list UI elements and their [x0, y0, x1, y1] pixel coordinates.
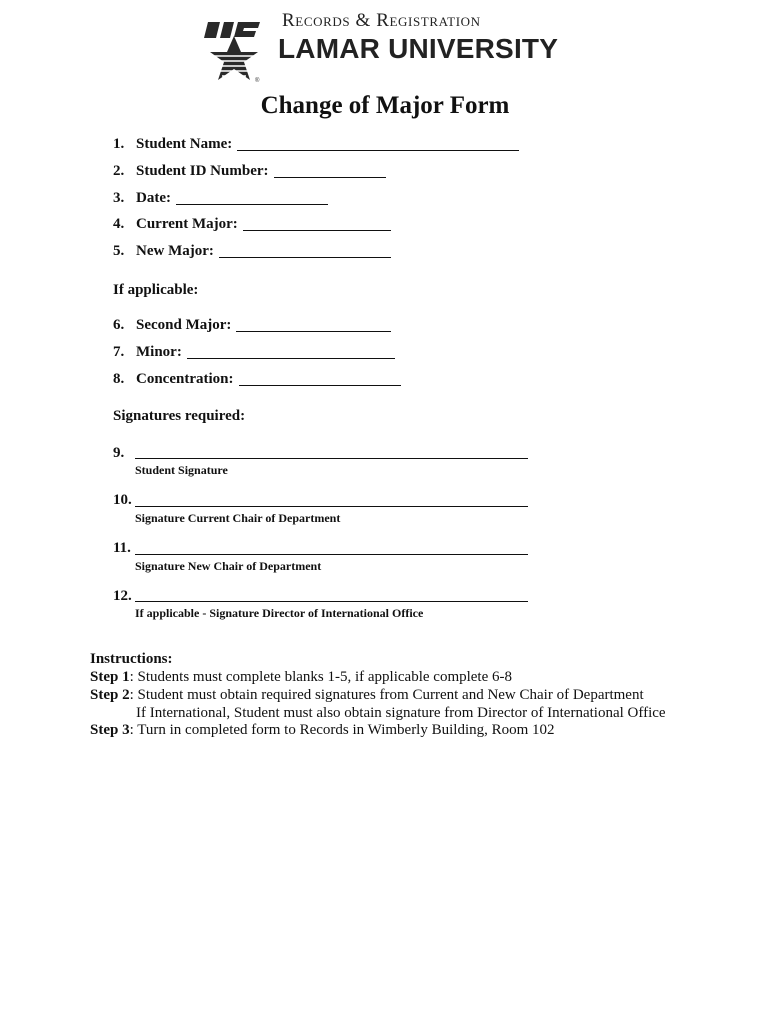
field-number: 2.: [113, 163, 125, 179]
field-label: Concentration:: [136, 371, 234, 387]
field-number: 3.: [113, 190, 125, 206]
signature-caption: Signature New Chair of Department: [135, 559, 322, 573]
field-label: Current Major:: [136, 216, 238, 232]
field-label: Second Major:: [136, 317, 232, 333]
minor-field: [113, 344, 395, 361]
signatures-heading: Signatures required:: [113, 408, 246, 424]
student-name-field: [113, 136, 519, 153]
signature-number: 11.: [113, 540, 131, 556]
current-major-input[interactable]: [243, 217, 391, 231]
new-major-field: [113, 243, 391, 260]
step-text: : Turn in completed form to Records in Wimberly Building, Room 102: [129, 722, 555, 738]
step-label: Step 3: [90, 722, 130, 738]
department-name: Records & Registration: [282, 10, 481, 31]
instruction-step: [90, 687, 644, 704]
field-number: 1.: [113, 136, 125, 152]
step-label: Step 1: [90, 669, 130, 685]
date-input[interactable]: [176, 191, 328, 205]
minor-input[interactable]: [187, 345, 395, 359]
step-label: Step 2: [90, 687, 130, 703]
if-applicable-heading: If applicable:: [113, 282, 199, 298]
instruction-step: [90, 669, 512, 686]
step-text: : Student must obtain required signatures from Current and New Chair of Department: [129, 687, 644, 703]
field-number: 5.: [113, 243, 125, 259]
field-number: 7.: [113, 344, 125, 360]
signature-caption: If applicable - Signature Director of International Office: [135, 606, 424, 620]
page-title: Change of Major Form: [260, 92, 510, 119]
student-signature-line[interactable]: [135, 458, 528, 459]
second-major-field: [113, 317, 391, 334]
step-text: If International, Student must also obtain signature from Director of International Office: [136, 705, 666, 721]
field-label: Student ID Number:: [136, 163, 269, 179]
field-label: New Major:: [136, 243, 214, 259]
international-director-signature-line[interactable]: [135, 601, 528, 602]
signature-number: 10.: [113, 492, 132, 508]
instruction-step-continuation: [136, 705, 666, 722]
field-label: Date:: [136, 190, 171, 206]
new-major-input[interactable]: [219, 244, 391, 258]
field-number: 8.: [113, 371, 125, 387]
instructions-heading: Instructions:: [90, 651, 173, 667]
student-id-input[interactable]: [274, 164, 386, 178]
signature-number: 12.: [113, 588, 132, 604]
lamar-star-logo-icon: [200, 18, 268, 86]
signature-caption: Signature Current Chair of Department: [135, 511, 341, 525]
university-name: LAMAR UNIVERSITY: [278, 33, 559, 64]
signature-caption: Student Signature: [135, 463, 228, 477]
current-chair-signature-line[interactable]: [135, 506, 528, 507]
field-label: Student Name:: [136, 136, 233, 152]
new-chair-signature-line[interactable]: [135, 554, 528, 555]
concentration-input[interactable]: [239, 372, 401, 386]
registered-mark: ®: [255, 78, 260, 84]
field-number: 4.: [113, 216, 125, 232]
student-id-field: [113, 163, 386, 180]
field-label: Minor:: [136, 344, 182, 360]
step-text: : Students must complete blanks 1-5, if applicable complete 6-8: [129, 669, 513, 685]
second-major-input[interactable]: [236, 318, 391, 332]
signature-number: 9.: [113, 445, 125, 461]
field-number: 6.: [113, 317, 125, 333]
concentration-field: [113, 371, 401, 388]
student-name-input[interactable]: [237, 137, 519, 151]
instruction-step: [90, 722, 555, 739]
current-major-field: [113, 216, 391, 233]
date-field: [113, 190, 328, 207]
